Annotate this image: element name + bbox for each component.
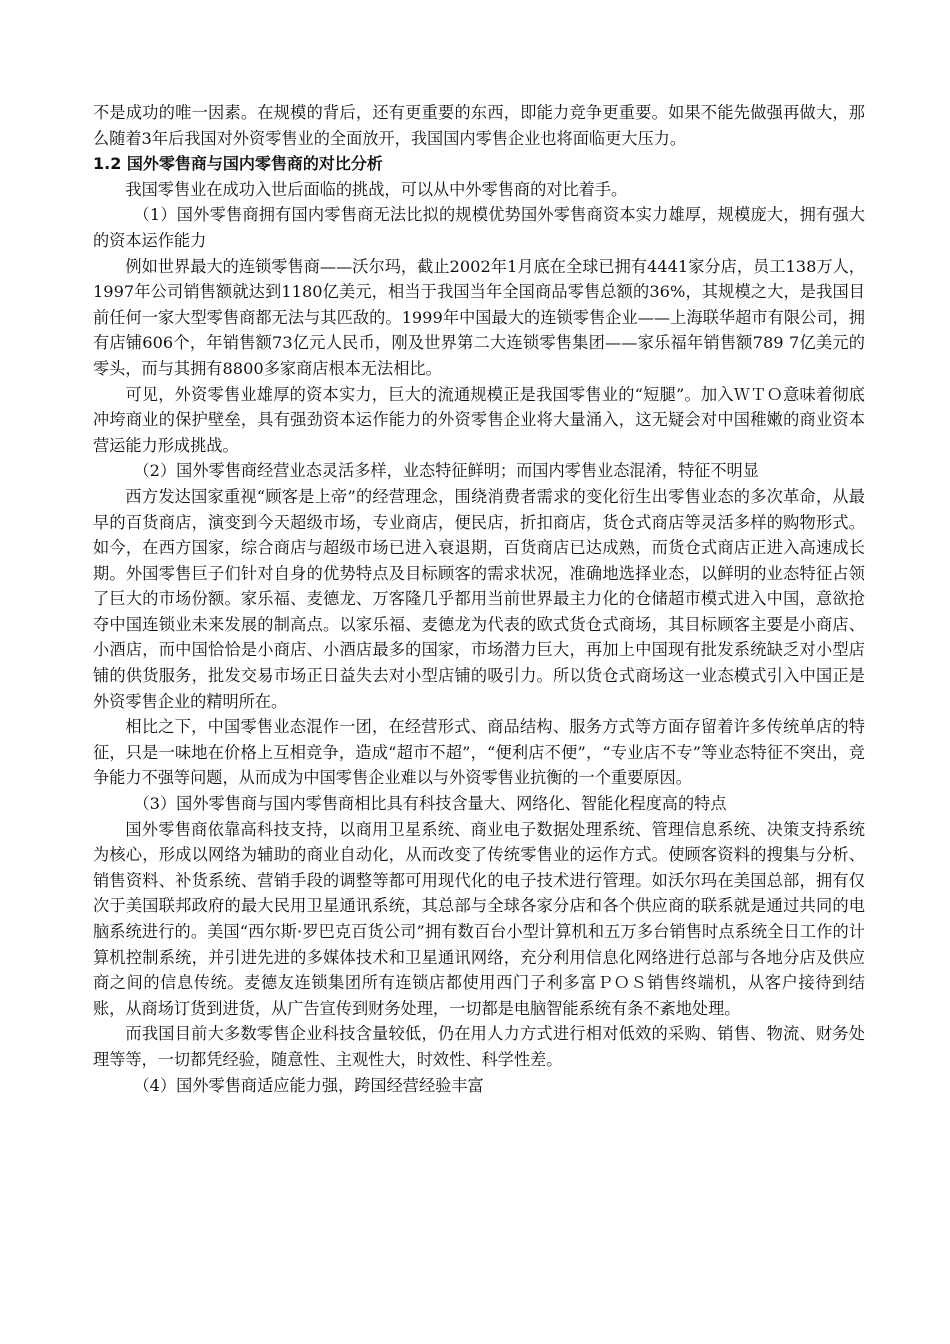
- subheading-1: （1）国外零售商拥有国内零售商无法比拟的规模优势国外零售商资本实力雄厚，规模庞大，拥有强大的资本运作能力: [93, 205, 865, 250]
- intro-paragraph: 不是成功的唯一因素。在规模的背后，还有更重要的东西，即能力竞争更重要。如果不能先做强再做大，那么随着3年后我国对外资零售业的全面放开，我国国内零售企业也将面临更大压力。: [93, 103, 865, 148]
- paragraph-capital-challenge: 可见，外资零售业雄厚的资本实力，巨大的流通规模正是我国零售业的“短腿”。加入ＷＴＯ意味着彻底冲垮商业的保护壁垒，具有强劲资本运作能力的外资零售企业将大量涌入，这无疑会对中国稚嫩的商业资本营运能力形成挑战。: [93, 384, 865, 455]
- section-heading: 1.2 国外零售商与国内零售商的对比分析: [93, 154, 383, 174]
- paragraph-domestic-formats: 相比之下，中国零售业态混作一团，在经营形式、商品结构、服务方式等方面存留着许多传统单店的特征，只是一味地在价格上互相竞争，造成“超市不超”，“便利店不便”，“专业店不专”等业态特征不突出，竞争能力不强等问题，从而成为中国零售企业难以与外资零售业抗衡的一个重要原因。: [93, 717, 865, 788]
- subheading-3: （3）国外零售商与国内零售商相比具有科技含量大、网络化、智能化程度高的特点: [133, 794, 727, 814]
- document-body: [93, 100, 865, 1098]
- lead-paragraph: 我国零售业在成功入世后面临的挑战，可以从中外零售商的对比着手。: [125, 179, 628, 199]
- paragraph-domestic-technology: 而我国目前大多数零售企业科技含量较低，仍在用人力方式进行相对低效的采购、销售、物流、财务处理等等，一切都凭经验，随意性、主观性大，时效性、科学性差。: [93, 1024, 865, 1069]
- paragraph-technology: 国外零售商依靠高科技支持，以商用卫星系统、商业电子数据处理系统、管理信息系统、决策支持系统为核心，形成以网络为辅助的商业自动化，从而改变了传统零售业的运作方式。使顾客资料的搜集与分析、销售资料、补货系统、营销手段的调整等都可用现代化的电子技术进行管理。如沃尔玛在美国总部，拥有仅次于美国联邦政府的最大民用卫星通讯系统，其总部与全球各家分店和各个供应商的联系就是通过共同的电脑系统进行的。美国“西尔斯·罗巴克百货公司”拥有数百台小型计算机和五万多台销售时点系统全日工作的计算机控制系统，并引进先进的多媒体技术和卫星通讯网络，充分利用信息化网络进行总部与各地分店及供应商之间的信息传统。麦德友连锁集团所有连锁店都使用西门子利多富ＰＯＳ销售终端机，从客户接待到结账，从商场订货到进货，从广告宣传到财务处理，一切都是电脑智能系统有条不紊地处理。: [93, 819, 865, 1018]
- paragraph-retail-formats: 西方发达国家重视“顾客是上帝”的经营理念，围绕消费者需求的变化衍生出零售业态的多次革命，从最早的百货商店，演变到今天超级市场，专业商店，便民店，折扣商店，货仓式商店等灵活多样的购物形式。如今，在西方国家，综合商店与超级市场已进入衰退期，百货商店已达成熟，而货仓式商店正进入高速成长期。外国零售巨子们针对自身的优势特点及目标顾客的需求状况，准确地选择业态，以鲜明的业态特征占领了巨大的市场份额。家乐福、麦德龙、万客隆几乎都用当前世界最主力化的仓储超市模式进入中国，意欲抢夺中国连锁业未来发展的制高点。以家乐福、麦德龙为代表的欧式货仓式商场，其目标顾客主要是小商店、小酒店，而中国恰恰是小商店、小酒店最多的国家，市场潜力巨大，再加上中国现有批发系统缺乏对小型店铺的供货服务，批发交易市场正日益失去对小型店铺的吸引力。所以货仓式商场这一业态模式引入中国正是外资零售企业的精明所在。: [93, 486, 865, 711]
- subheading-4: （4）国外零售商适应能力强，跨国经营经验丰富: [133, 1075, 484, 1095]
- subheading-2: （2）国外零售商经营业态灵活多样，业态特征鲜明；而国内零售业态混淆，特征不明显: [133, 461, 759, 481]
- paragraph-walmart-scale: 例如世界最大的连锁零售商——沃尔玛，截止2002年1月底在全球已拥有4441家分店，员工138万人，1997年公司销售额就达到1180亿美元，相当于我国当年全国商品零售总额的36%，其规模之大，是我国目前任何一家大型零售商都无法与其匹敌的。1999年中国最大的连锁零售企业——上海联华超市有限公司，拥有店铺606个，年销售额73亿元人民币，刚及世界第二大连锁零售集团——家乐福年销售额789 7亿美元的零头，而与其拥有8800多家商店根本无法相比。: [93, 256, 865, 378]
